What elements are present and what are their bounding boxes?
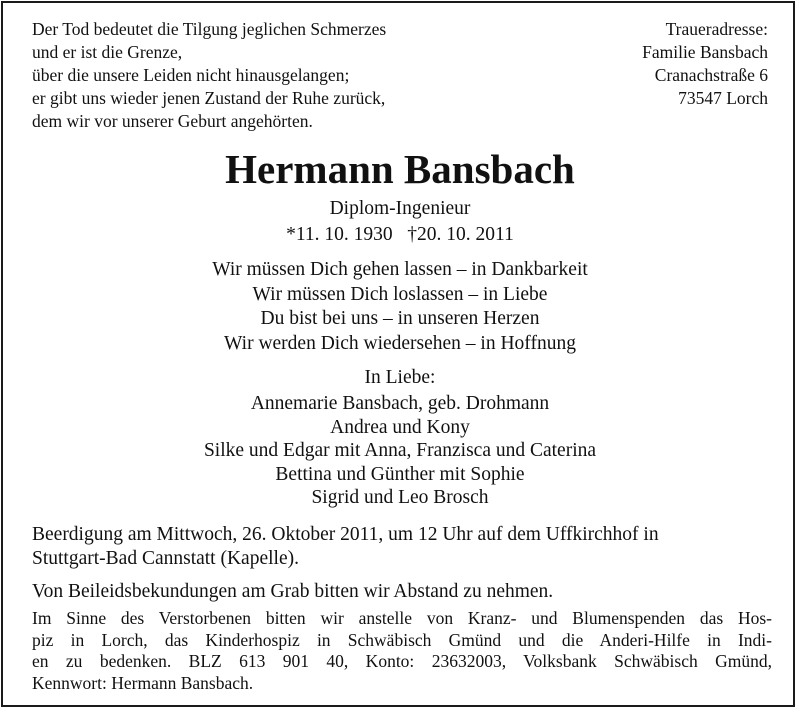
verse-line: Wir müssen Dich gehen lassen – in Dankbarkeit bbox=[212, 259, 588, 280]
deceased-name: Hermann Bansbach bbox=[225, 146, 575, 192]
address-line: Traueradresse: bbox=[665, 19, 768, 39]
mourner-name: Silke und Edgar mit Anna, Franzisca und Caterina bbox=[203, 440, 597, 462]
mourner-name: Bettina und Günther mit Sophie bbox=[275, 463, 525, 485]
mourner-name: Andrea und Kony bbox=[330, 416, 470, 438]
mourners-heading: In Liebe: bbox=[364, 367, 436, 388]
donation-line: Kennwort: Hermann Bansbach. bbox=[32, 672, 254, 693]
address-line: Cranachstraße 6 bbox=[654, 65, 768, 85]
quote-block bbox=[32, 18, 386, 133]
mourners-list bbox=[0, 392, 800, 510]
address-line: Familie Bansbach bbox=[642, 42, 768, 62]
quote-line: Der Tod bedeutet die Tilgung jeglichen Schmerzes bbox=[32, 19, 387, 39]
burial-notice bbox=[32, 523, 772, 571]
verse-line: Du bist bei uns – in unseren Herzen bbox=[260, 308, 540, 329]
donation-line: en zu bedenken. BLZ 613 901 40, Konto: 23632003, Volksbank Schwäbisch Gmünd, bbox=[32, 651, 772, 671]
quote-line: dem wir vor unserer Geburt angehörten. bbox=[32, 111, 313, 131]
mourner-name: Annemarie Bansbach, geb. Drohmann bbox=[250, 393, 550, 414]
burial-line: Stuttgart-Bad Cannstatt (Kapelle). bbox=[32, 548, 299, 569]
donation-request bbox=[32, 608, 772, 694]
donation-line: Im Sinne des Verstorbenen bitten wir anstelle von Kranz- und Blumenspenden das Hos- bbox=[32, 608, 772, 628]
quote-line: über die unsere Leiden nicht hinausgelangen; bbox=[32, 65, 350, 85]
deceased-title: Diplom-Ingenieur bbox=[329, 198, 471, 219]
verse-block bbox=[0, 258, 800, 356]
condolence-request: Von Beileidsbekundungen am Grab bitten wir Abstand zu nehmen. bbox=[32, 581, 554, 602]
address-line: 73547 Lorch bbox=[678, 88, 768, 108]
mourning-address bbox=[642, 18, 768, 110]
life-dates: *11. 10. 1930 †20. 10. 2011 bbox=[286, 224, 514, 245]
burial-line: Beerdigung am Mittwoch, 26. Oktober 2011, um 12 Uhr auf dem Uffkirchhof in bbox=[32, 524, 659, 545]
verse-line: Wir müssen Dich loslassen – in Liebe bbox=[252, 283, 548, 305]
mourner-name: Sigrid und Leo Brosch bbox=[311, 487, 489, 509]
donation-line: piz in Lorch, das Kinderhospiz in Schwäbisch Gmünd und die Anderi-Hilfe in Indi- bbox=[32, 629, 772, 650]
verse-line: Wir werden Dich wiedersehen – in Hoffnung bbox=[224, 332, 576, 354]
quote-line: und er ist die Grenze, bbox=[32, 42, 183, 62]
quote-line: er gibt uns wieder jenen Zustand der Ruhe zurück, bbox=[32, 88, 386, 108]
